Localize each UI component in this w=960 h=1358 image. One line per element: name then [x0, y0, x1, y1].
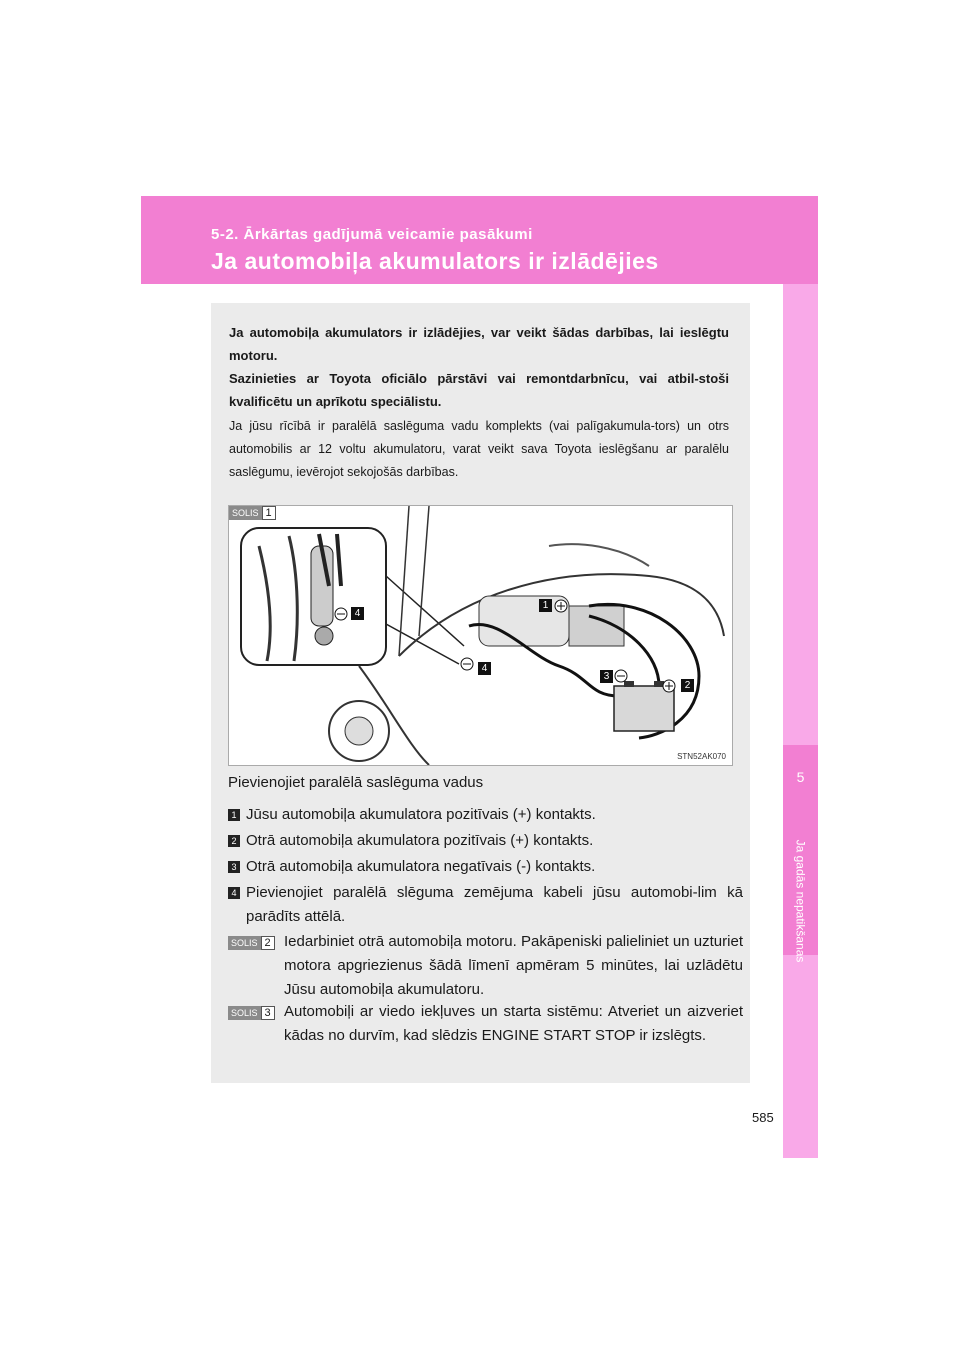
step-number: 2	[261, 936, 275, 950]
figure-caption: Pievienojiet paralēlā saslēguma vadus	[228, 774, 484, 791]
step-number: 1	[262, 506, 276, 520]
intro-paragraph-1: Ja automobiļa akumulators ir izlādējies, var veikt šādas darbības, lai ieslēgtu motoru.	[229, 325, 729, 363]
item-number-badge: 4	[228, 887, 240, 899]
marker-2: 2	[681, 679, 694, 692]
item-text: Otrā automobiļa akumulatora negatīvais (-) kontakts.	[246, 858, 596, 875]
item-text: Pievienojiet paralēlā slēguma zemējuma kabeli jūsu automobi-lim kā parādīts attēlā.	[246, 884, 743, 925]
chapter-side-tab	[783, 284, 818, 1158]
jump-start-illustration	[228, 505, 733, 766]
list-item	[228, 855, 744, 879]
intro-paragraph-2: Sazinieties ar Toyota oficiālo pārstāvi vai remontdarbnīcu, vai atbil-stoši kvalificētu un aprīkotu speciālistu.	[229, 371, 729, 409]
step-text: Iedarbiniet otrā automobiļa motoru. Pakāpeniski palieliniet un uzturiet motora apgriezienus šādā līmenī apmēram 5 minūtes, lai uzlādētu Jūsu automobiļa akumulatoru.	[284, 933, 743, 998]
step-label: SOLIS	[229, 506, 262, 520]
item-number-badge: 2	[228, 835, 240, 847]
intro-paragraph-3: Ja jūsu rīcībā ir paralēlā saslēguma vadu komplekts (vai palīgakumula-tors) un otrs automobilis ar 12 voltu akumulatoru, varat veikt sava Toyota ieslēgšanu ar paralēlu saslēgumu, ievērojot sekojošās darbības.	[229, 419, 729, 479]
page-number: 585	[752, 1110, 774, 1125]
step-label: SOLIS	[228, 1006, 261, 1020]
section-title: 5-2. Ārkārtas gadījumā veicamie pasākumi	[211, 226, 533, 243]
list-item	[228, 829, 744, 853]
marker-4-inset: 4	[351, 607, 364, 620]
chapter-label: Ja gadās nepatikšanas	[793, 839, 808, 963]
step-2-tag	[228, 936, 275, 950]
step-text: Automobiļi ar viedo iekļuves un starta sistēmu: Atveriet un aizveriet kādas no durvīm, kad slēdzis ENGINE START STOP ir izslēgts.	[284, 1003, 743, 1044]
chapter-number: 5	[796, 769, 805, 785]
list-item	[228, 803, 744, 827]
item-text: Jūsu automobiļa akumulatora pozitīvais (+) kontakts.	[246, 806, 596, 823]
engine-bay-drawing	[229, 506, 732, 765]
marker-1: 1	[539, 599, 552, 612]
list-item	[228, 881, 744, 925]
marker-4-engine: 4	[478, 662, 491, 675]
step-3-tag	[228, 1006, 275, 1020]
marker-3: 3	[600, 670, 613, 683]
item-text: Otrā automobiļa akumulatora pozitīvais (+) kontakts.	[246, 832, 594, 849]
item-number-badge: 3	[228, 861, 240, 873]
page-title: Ja automobiļa akumulators ir izlādējies	[211, 248, 659, 274]
step-number: 3	[261, 1006, 275, 1020]
section-header	[141, 196, 818, 284]
item-number-badge: 1	[228, 809, 240, 821]
figure-code: STN52AK070	[677, 752, 726, 761]
step-label: SOLIS	[228, 936, 261, 950]
